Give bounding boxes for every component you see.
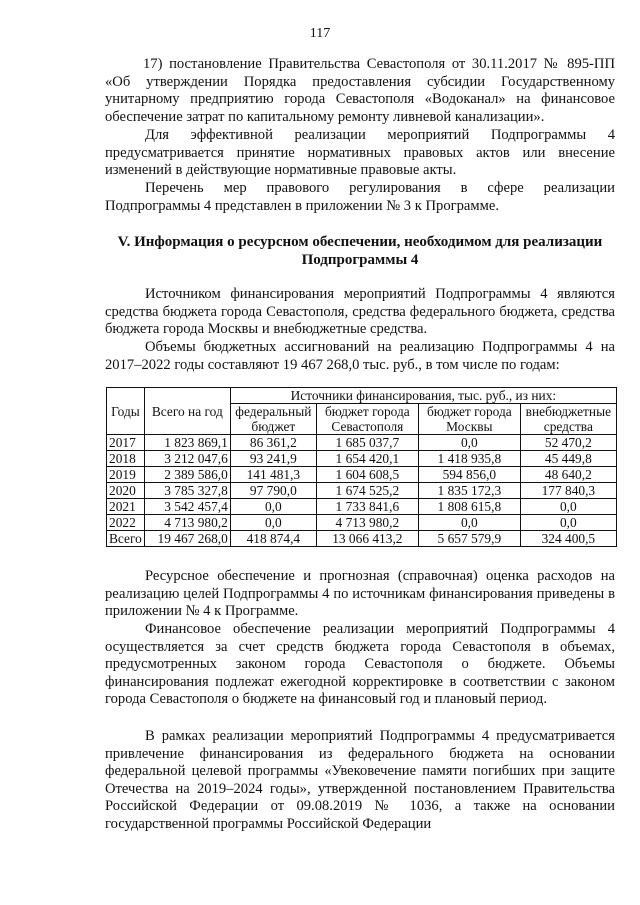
cell-year: 2018 [107, 451, 145, 467]
section-heading-line2: Подпрограммы 4 [301, 252, 419, 268]
cell-federal: 86 361,2 [230, 435, 316, 451]
page-number: 117 [309, 26, 331, 41]
cell-total: 1 823 869,1 [144, 435, 230, 451]
paragraph-budget-volume: Объемы бюджетных ассигнований на реализацию Подпрограммы 4 на 2017–2022 годы составляют 19 467 268,0 тыс. руб., в том числе по годам: [105, 339, 615, 373]
cell-year: 2021 [107, 499, 145, 515]
paragraph-measures-list: Перечень мер правового регулирования в сфере реализации Подпрограммы 4 представлен в приложении № 3 к Программе. [105, 180, 615, 214]
table-row [107, 483, 617, 499]
cell-sevastopol: 1 604 608,5 [316, 467, 418, 483]
cell-federal: 93 241,9 [230, 451, 316, 467]
cell-year: Всего [107, 531, 145, 547]
table-row [107, 435, 617, 451]
cell-extrabudget: 0,0 [520, 499, 616, 515]
table-row-total [107, 531, 617, 547]
cell-sevastopol: 1 674 525,2 [316, 483, 418, 499]
header-extrabudget: внебюджетные средства [520, 404, 616, 435]
paragraph-legal-acts: Для эффективной реализации мероприятий Подпрограммы 4 предусматривается принятие нормативных правовых актов или внесение изменений в действующие нормативные правовые акты. [105, 127, 615, 179]
cell-year: 2020 [107, 483, 145, 499]
cell-federal: 97 790,0 [230, 483, 316, 499]
header-moscow: бюджет города Москвы [418, 404, 520, 435]
cell-year: 2022 [107, 515, 145, 531]
cell-sevastopol: 4 713 980,2 [316, 515, 418, 531]
cell-federal: 0,0 [230, 499, 316, 515]
cell-sevastopol: 13 066 413,2 [316, 531, 418, 547]
cell-total: 2 389 586,0 [144, 467, 230, 483]
cell-moscow: 594 856,0 [418, 467, 520, 483]
header-total: Всего на год [144, 388, 230, 435]
cell-moscow: 1 835 172,3 [418, 483, 520, 499]
cell-total: 3 785 327,8 [144, 483, 230, 499]
cell-federal: 141 481,3 [230, 467, 316, 483]
paragraph-financial-provision: Финансовое обеспечение реализации мероприятий Подпрограммы 4 осуществляется за счет средств бюджета города Севастополя в объемах, предусмотренных законом города Севастополя о бюджете. Объемы финансирования подлежат ежегодной корректировке в соответствии с законом города Севастополя о бюджете на финансовый год и плановый период. [105, 621, 615, 708]
cell-sevastopol: 1 654 420,1 [316, 451, 418, 467]
cell-moscow: 1 418 935,8 [418, 451, 520, 467]
cell-moscow: 5 657 579,9 [418, 531, 520, 547]
cell-extrabudget: 177 840,3 [520, 483, 616, 499]
cell-sevastopol: 1 685 037,7 [316, 435, 418, 451]
paragraph-resource-estimate: Ресурсное обеспечение и прогнозная (справочная) оценка расходов на реализацию целей Подпрограммы 4 по источникам финансирования приведены в приложении № 4 к Программе. [105, 568, 615, 620]
cell-moscow: 0,0 [418, 435, 520, 451]
header-sources: Источники финансирования, тыс. руб., из них: [230, 388, 616, 404]
paragraph-federal-funding: В рамках реализации мероприятий Подпрограммы 4 предусматривается привлечение финансирования из федерального бюджета на основании федеральной целевой программы «Увековечение памяти погибших при защите Отечества на 2019–2024 годы», утвержденной постановлением Правительства Российской Федерации от 09.08.2019 № 1036, а также на основании государственной программы Российской Федерации [105, 728, 615, 832]
table-row [107, 515, 617, 531]
header-federal: федеральный бюджет [230, 404, 316, 435]
table-row [107, 499, 617, 515]
cell-extrabudget: 45 449,8 [520, 451, 616, 467]
cell-extrabudget: 48 640,2 [520, 467, 616, 483]
cell-extrabudget: 0,0 [520, 515, 616, 531]
cell-total: 3 542 457,4 [144, 499, 230, 515]
cell-year: 2019 [107, 467, 145, 483]
cell-moscow: 1 808 615,8 [418, 499, 520, 515]
section-heading-line1: V. Информация о ресурсном обеспечении, необходимом для реализации [117, 234, 603, 250]
funding-table [106, 387, 617, 547]
header-years: Годы [107, 388, 145, 435]
cell-total: 4 713 980,2 [144, 515, 230, 531]
cell-total: 19 467 268,0 [144, 531, 230, 547]
paragraph-resolution-17: 17) постановление Правительства Севастополя от 30.11.2017 № 895-ПП «Об утверждении Порядка предоставления субсидии Государственному унитарному предприятию города Севастополя «Водоканал» на финансовое обеспечение затрат по капитальному ремонту ливневой канализации». [105, 56, 615, 125]
table-row [107, 467, 617, 483]
cell-moscow: 0,0 [418, 515, 520, 531]
cell-extrabudget: 52 470,2 [520, 435, 616, 451]
table-row [107, 451, 617, 467]
paragraph-funding-sources: Источником финансирования мероприятий Подпрограммы 4 являются средства бюджета города Севастополя, средства федерального бюджета, средства бюджета города Москвы и внебюджетные средства. [105, 286, 615, 338]
cell-sevastopol: 1 733 841,6 [316, 499, 418, 515]
cell-federal: 0,0 [230, 515, 316, 531]
cell-total: 3 212 047,6 [144, 451, 230, 467]
header-sevastopol: бюджет города Севастополя [316, 404, 418, 435]
cell-federal: 418 874,4 [230, 531, 316, 547]
cell-extrabudget: 324 400,5 [520, 531, 616, 547]
cell-year: 2017 [107, 435, 145, 451]
